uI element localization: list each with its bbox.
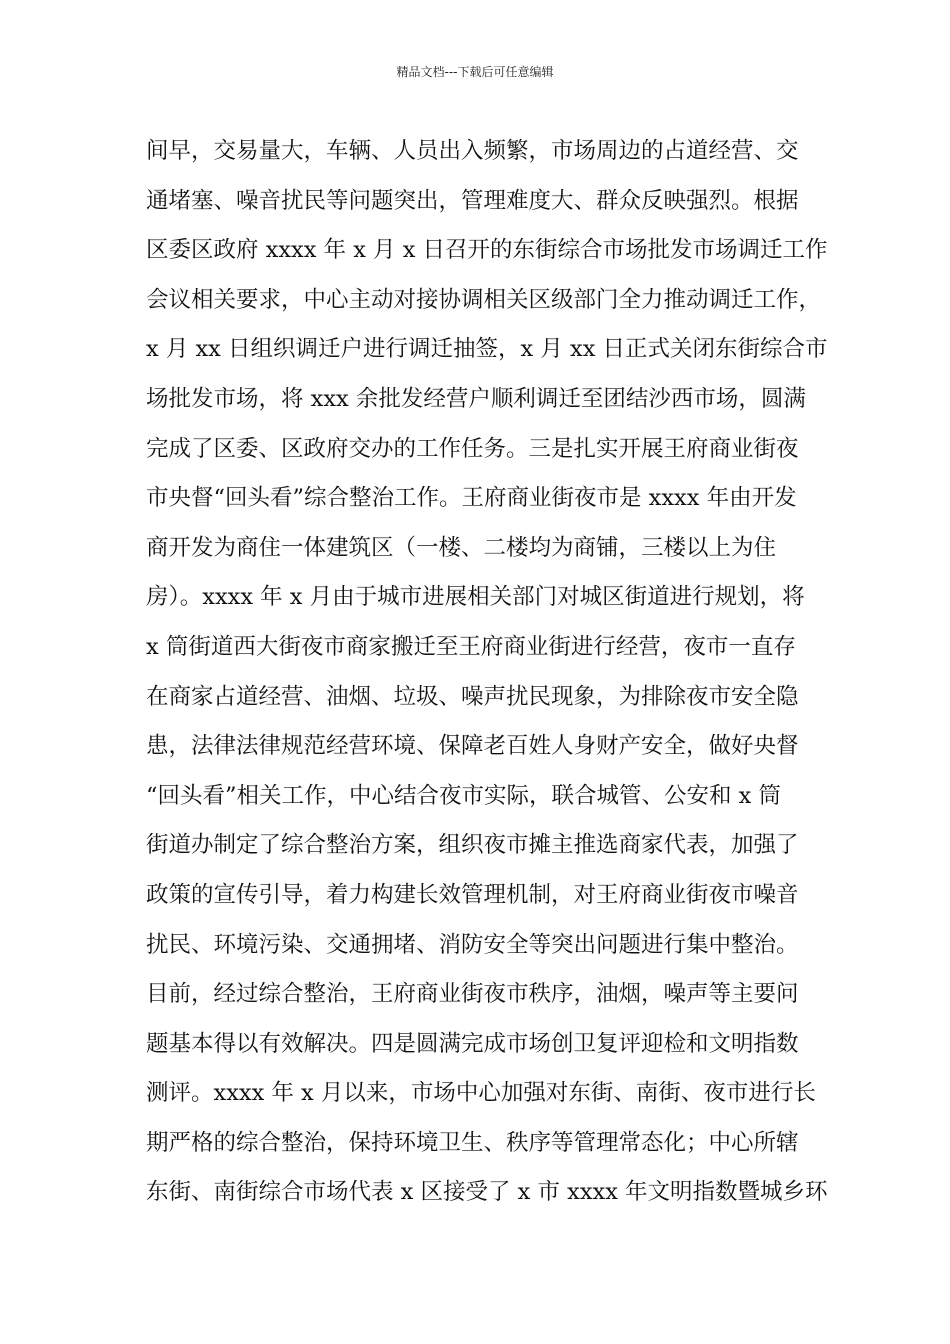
body-line: 场批发市场，将 xxx 余批发经营户顺利调迁至团结沙西市场，圆满 — [146, 385, 806, 412]
body-line: x 月 xx 日组织调迁户进行调迁抽签，x 月 xx 日正式关闭东街综合市 — [146, 336, 828, 363]
page-header: 精品文档---下载后可任意编辑 — [396, 65, 554, 79]
body-line: x 筒街道西大街夜市商家搬迁至王府商业街进行经营，夜市一直存 — [146, 633, 796, 660]
body-line: 间早，交易量大，车辆、人员出入频繁，市场周边的占道经营、交 — [146, 138, 799, 164]
body-line: 会议相关要求，中心主动对接协调相关区级部门全力推动调迁工作， — [146, 286, 822, 313]
body-line: 在商家占道经营、油烟、垃圾、噪声扰民现象，为排除夜市安全隐 — [146, 683, 799, 710]
body-line: 东街、南街综合市场代表 x 区接受了 x 市 xxxx 年文明指数暨城乡环 — [146, 1179, 828, 1206]
body-line: 扰民、环境污染、交通拥堵、消防安全等突出问题进行集中整治。 — [146, 931, 799, 958]
body-line: 区委区政府 xxxx 年 x 月 x 日召开的东街综合市场批发市场调迁工作 — [146, 237, 828, 264]
body-line: 房）。xxxx 年 x 月由于城市进展相关部门对城区街道进行规划，将 — [146, 584, 805, 611]
body-line: 期严格的综合整治，保持环境卫生、秩序等管理常态化；中心所辖 — [146, 1129, 799, 1156]
body-line: 患，法律法律规范经营环境、保障老百姓人身财产安全，做好央督 — [146, 733, 799, 760]
body-line: 完成了区委、区政府交办的工作任务。三是扎实开展王府商业街夜 — [146, 435, 799, 462]
body-line: “回头看”相关工作，中心结合夜市实际，联合城管、公安和 x 筒 — [146, 782, 781, 809]
document-body — [146, 127, 836, 1218]
body-line: 通堵塞、噪音扰民等问题突出，管理难度大、群众反映强烈。根据 — [146, 187, 799, 214]
body-line: 目前，经过综合整治，王府商业街夜市秩序，油烟，噪声等主要问 — [146, 981, 799, 1008]
body-line: 商开发为商住一体建筑区（一楼、二楼均为商铺，三楼以上为住 — [146, 534, 777, 561]
body-line: 街道办制定了综合整治方案，组织夜市摊主推选商家代表，加强了 — [146, 832, 799, 859]
body-line: 政策的宣传引导，着力构建长效管理机制，对王府商业街夜市噪音 — [146, 881, 799, 908]
body-line: 测评。xxxx 年 x 月以来，市场中心加强对东街、南街、夜市进行长 — [146, 1080, 816, 1107]
body-line: 市央督“回头看”综合整治工作。王府商业街夜市是 xxxx 年由开发 — [146, 485, 797, 512]
body-line: 题基本得以有效解决。四是圆满完成市场创卫复评迎检和文明指数 — [146, 1030, 799, 1057]
